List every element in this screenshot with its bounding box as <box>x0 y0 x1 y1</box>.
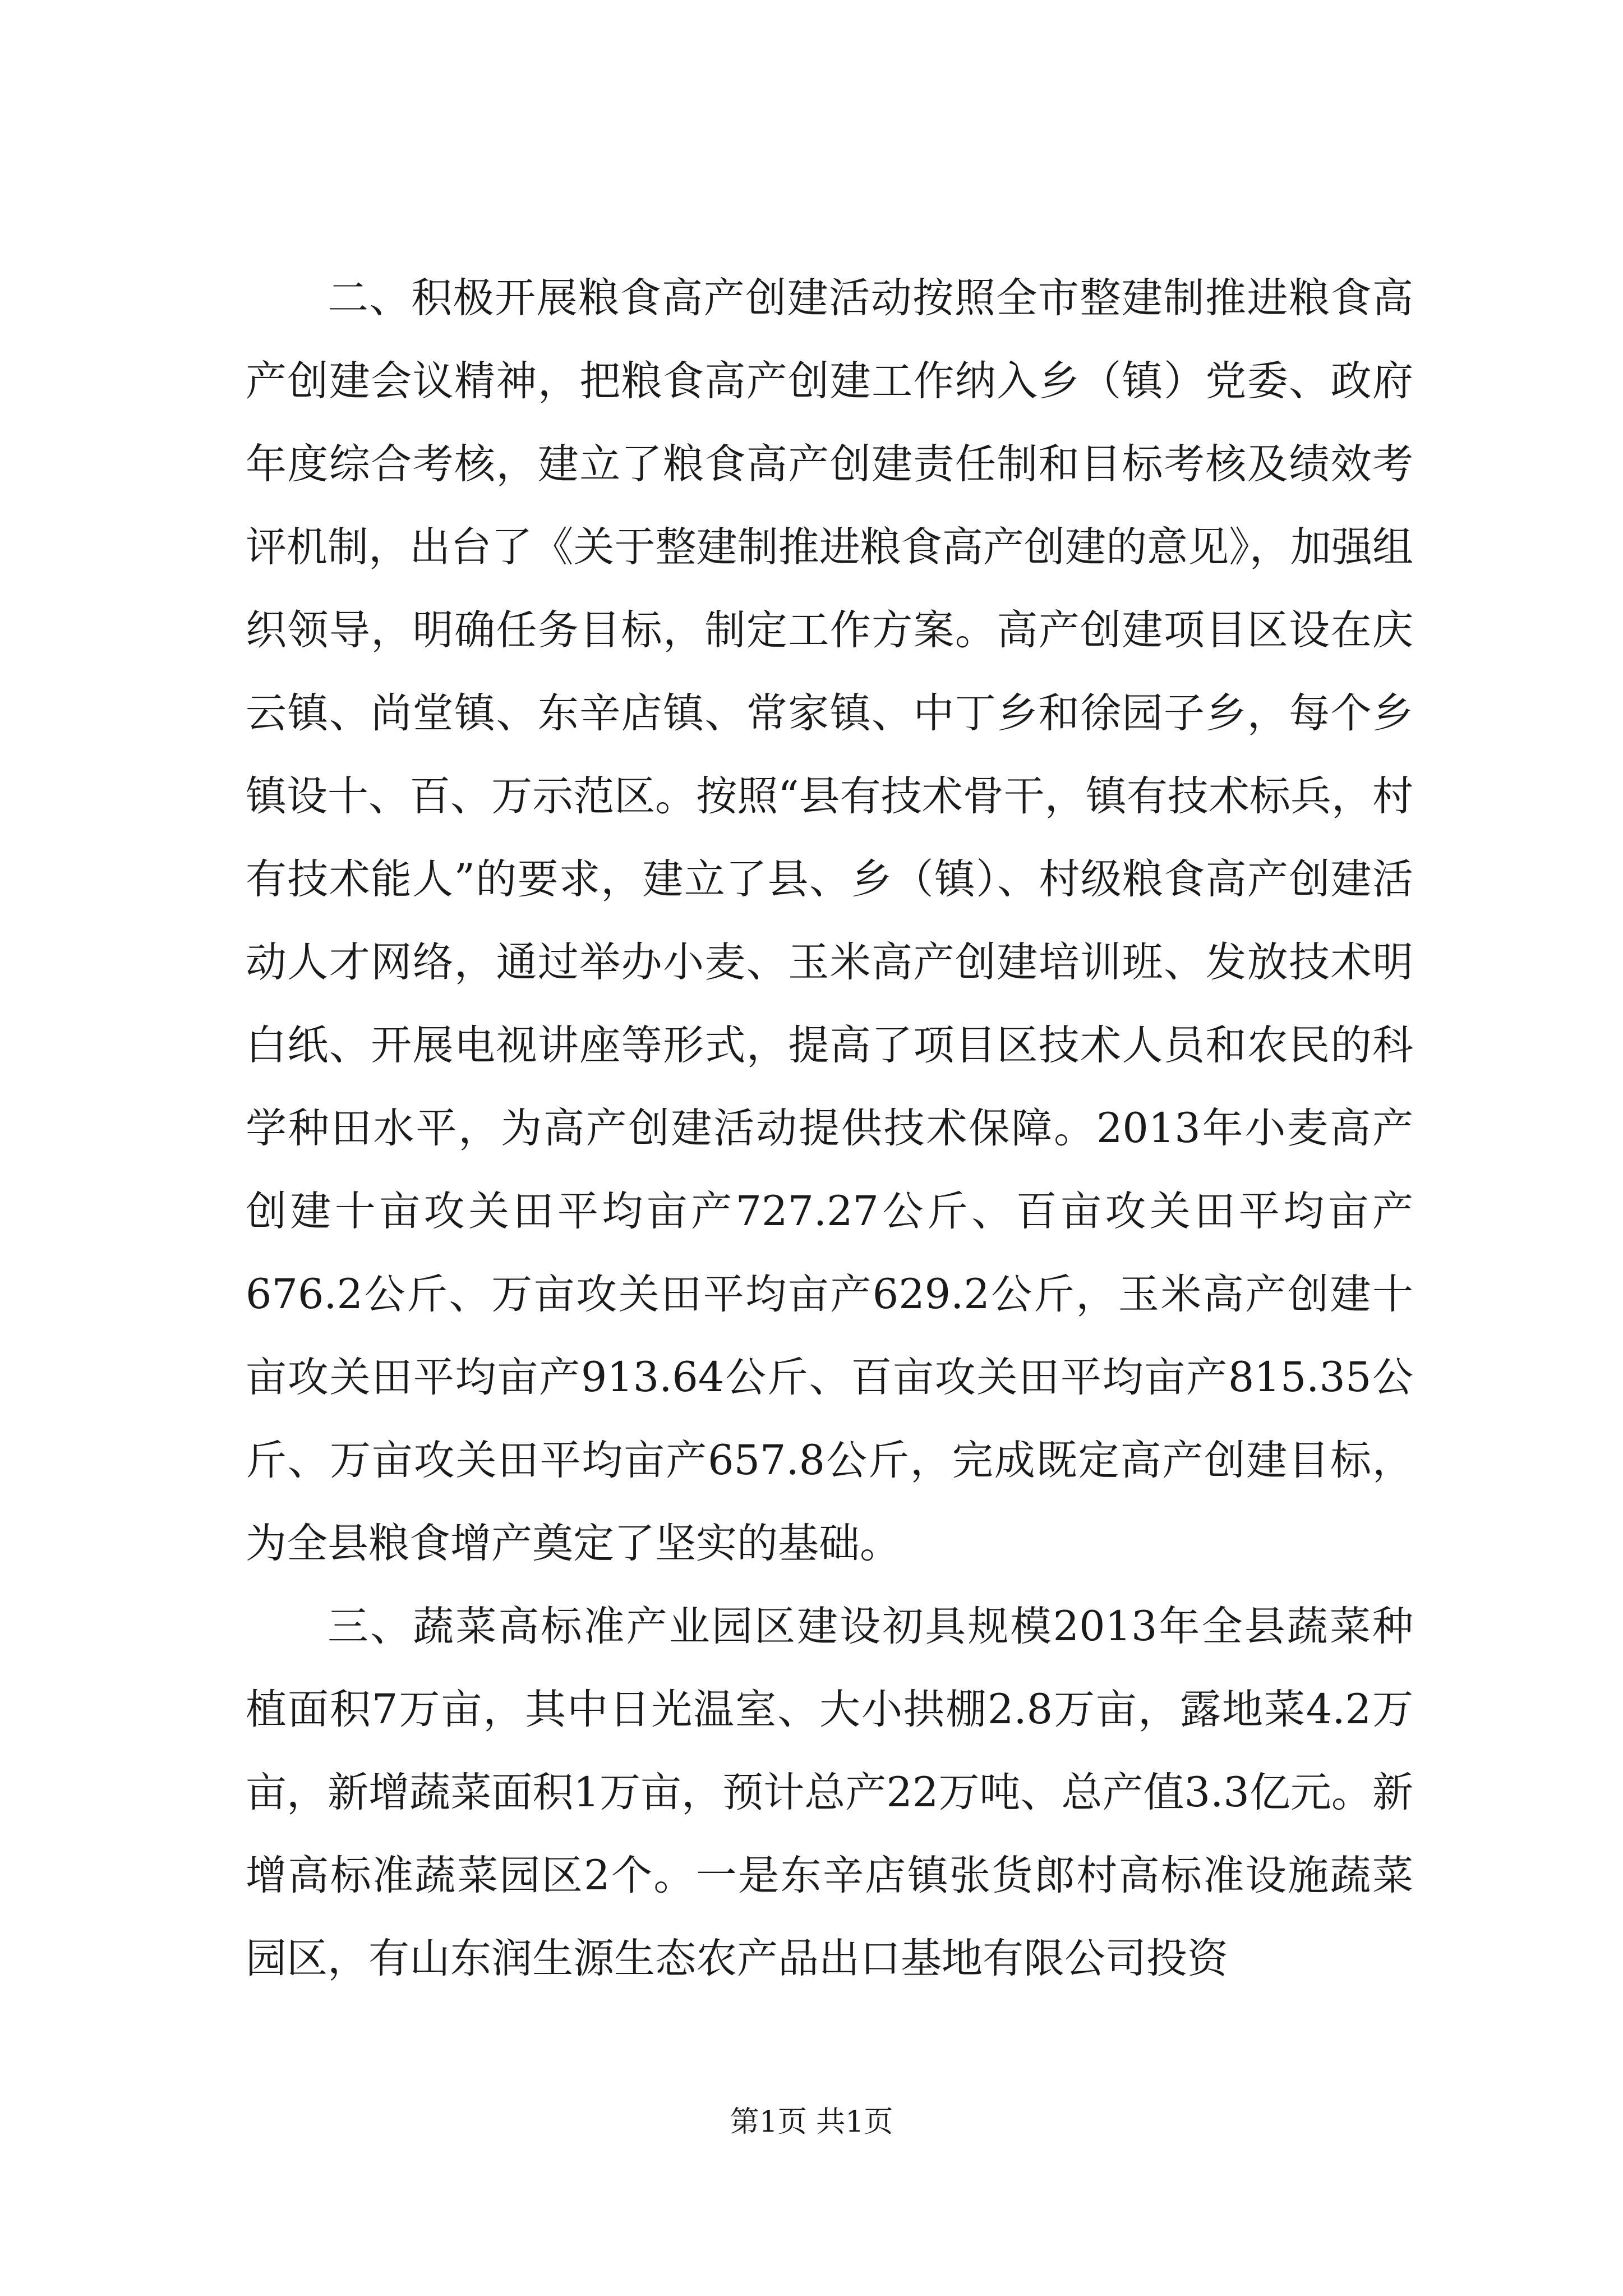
page-footer: 第1页 共1页 <box>730 2105 893 2139</box>
paragraph-grain-high-yield: 二、积极开展粮食高产创建活动按照全市整建制推进粮食高产创建会议精神，把粮食高产创建工作纳入乡（镇）党委、政府年度综合考核，建立了粮食高产创建责任制和目标考核及绩效考评机制，出台了《关于整建制推进粮食高产创建的意见》，加强组织领导，明确任务目标，制定工作方案。高产创建项目区设在庆云镇、尚堂镇、东辛店镇、常家镇、中丁乡和徐园子乡，每个乡镇设十、百、万示范区。按照“县有技术骨干，镇有技术标兵，村有技术能人”的要求，建立了县、乡（镇）、村级粮食高产创建活动人才网络，通过举办小麦、玉米高产创建培训班、发放技术明白纸、开展电视讲座等形式，提高了项目区技术人员和农民的科学种田水平，为高产创建活动提供技术保障。2013年小麦高产创建十亩攻关田平均亩产727.27公斤、百亩攻关田平均亩产676.2公斤、万亩攻关田平均亩产629.2公斤，玉米高产创建十亩攻关田平均亩产913.64公斤、百亩攻关田平均亩产815.35公斤、万亩攻关田平均亩产657.8公斤，完成既定高产创建目标，为全县粮食增产奠定了坚实的基础。 <box>246 274 1413 1567</box>
document-body <box>246 257 1413 2000</box>
paragraph-vegetable-park: 三、蔬菜高标准产业园区建设初具规模2013年全县蔬菜种植面积7万亩，其中日光温室、大小拱棚2.8万亩，露地菜4.2万亩，新增蔬菜面积1万亩，预计总产22万吨、总产值3.3亿元。新增高标准蔬菜园区2个。一是东辛店镇张货郎村高标准设施蔬菜园区，有山东润生源生态农产品出口基地有限公司投资 <box>246 1603 1413 1982</box>
